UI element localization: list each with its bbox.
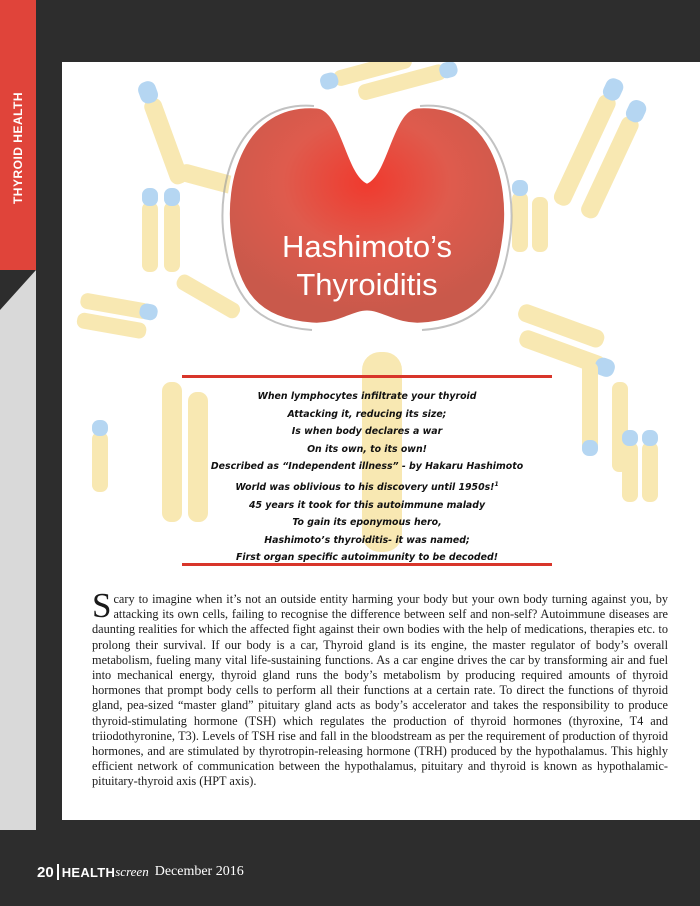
poem-line: When lymphocytes infiltrate your thyroid: [257, 391, 477, 402]
body-paragraph: cary to imagine when it’s not an outside entity harming your body but your own body turning against you, by attacking its own cells, failing to recognise the difference between self and non-self? Autoimmune diseases are daunting realities for which the affected fight against their own bodies with the help of medications, therapies etc. to prolong their survival. If our body is a car, Thyroid gland is its engine, the master regulator of body’s overall metabolism, fueling many vital life-sustaining functions. As a car engine drives the car by transforming air and fuel into mechanical energy, thyroid gland runs the body’s metabolism by producing required amounts of thyroid hormones that prompt body cells to perform all their functions at a certain rate. To direct the functions of thyroid gland, pea-sized “master gland” pituitary gland acts as body’s accelerator and takes the responsibility to produce thyroid-stimulating hormone (TSH) which regulates the production of thyroid hormones (thyroxine, T4 and triiodothyronine, T3). Levels of TSH rise and fall in the bloodstream as per the requirement of production of thyroid hormones, and are stimulated by thyrotropin-releasing hormone (TRH) produced by the hypothalamus. This highly efficient network of communication between the hypothalamus, pituitary and thyroid is known as hypothalamic-pituitary-thyroid axis (HPT axis).: [92, 592, 668, 789]
drop-cap: S: [92, 586, 112, 625]
poem-rule-top: [182, 375, 552, 378]
magazine-brand-screen: screen: [115, 864, 149, 879]
poem-line: Hashimoto’s thyroiditis- it was named;: [264, 534, 470, 546]
poem-line: To gain its eponymous hero,: [292, 517, 442, 529]
article-body: [92, 586, 668, 790]
poem-line: Is when body declares a war: [291, 426, 443, 438]
footer-separator: [57, 864, 59, 880]
intro-poem: [162, 388, 572, 567]
poem-line: Described as “Independent illness” - by Hakaru Hashimoto: [210, 461, 524, 473]
magazine-brand-health: HEALTH: [61, 864, 116, 880]
poem-line: On its own, to its own!: [307, 443, 427, 455]
tab-divider: [0, 270, 36, 310]
poem-rule-bottom: [182, 563, 552, 566]
page-number: 20: [37, 863, 54, 881]
poem-line: World was oblivious to his discovery until 1950s!: [235, 482, 495, 494]
poem-line: 45 years it took for this autoimmune malady: [248, 499, 486, 511]
title-line-1: Hashimoto’s: [281, 229, 452, 264]
poem-line: First organ specific autoimmunity to be decoded!: [236, 552, 498, 564]
section-label: [3, 88, 33, 208]
section-label-text: THYROID HEALTH: [11, 91, 26, 205]
title-line-2: Thyroiditis: [296, 267, 438, 302]
section-tab-shadow: [0, 270, 36, 830]
footnote-marker: 1: [494, 480, 499, 488]
issue-date: December 2016: [154, 864, 244, 879]
page-footer: [37, 860, 244, 884]
article-page: [62, 62, 700, 820]
article-title: [237, 228, 497, 304]
poem-line-with-footnote: [162, 476, 572, 497]
poem-line: Attacking it, reducing its size;: [287, 408, 447, 420]
